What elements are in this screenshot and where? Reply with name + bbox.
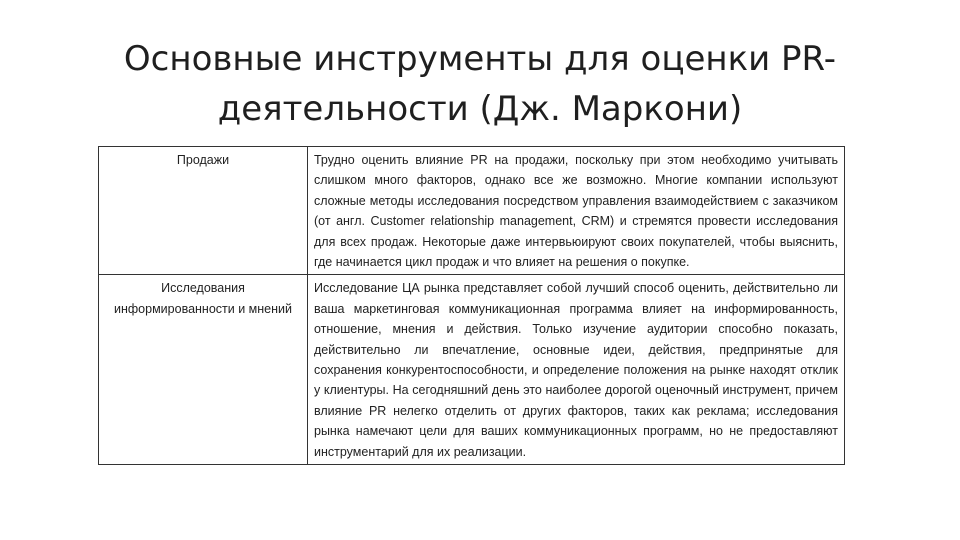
description-cell-research: Исследование ЦА рынка представляет собой лучший способ оценить, действительно ли ваша маркетинговая коммуникационная программа влияет на информированность, отношение, мнения и действия. Только изучение аудитории способно показать, действительно ли впечатление, основные идеи, действия, предпринятые для сохранения конкурентоспособности, и определение положения на рынке находят отклик у клиентуры. На сегодняшний день это наиболее дорогой оценочный инструмент, причем влияние PR нелегко отделить от других факторов, таких как реклама; исследования рынка намечают цели для ваших коммуникационных программ, но не предоставляют инструментарий для их реализации. bbox=[314, 281, 838, 459]
table-row-sales bbox=[99, 147, 845, 275]
slide-title-line-2: деятельности (Дж. Маркони) bbox=[217, 89, 743, 129]
category-cell-research: Исследования информированности и мнений bbox=[99, 275, 308, 465]
category-cell-sales: Продажи bbox=[99, 147, 308, 275]
slide-title bbox=[60, 34, 900, 134]
description-cell-sales: Трудно оценить влияние PR на продажи, поскольку при этом необходимо учитывать слишком много факторов, однако все же возможно. Многие компании используют сложные методы исследования посредством управления взаимодействием с заказчиком (от англ. Customer relationship management, CRM) и стремятся провести исследования для всех продаж. Некоторые даже интервьюируют своих покупателей, чтобы выяснить, где начинается цикл продаж и что влияет на решения о покупке. bbox=[308, 147, 845, 275]
slide-title-line-1: Основные инструменты для оценки PR- bbox=[123, 39, 837, 79]
table-row-research bbox=[99, 275, 845, 465]
pr-tools-table bbox=[98, 146, 845, 465]
